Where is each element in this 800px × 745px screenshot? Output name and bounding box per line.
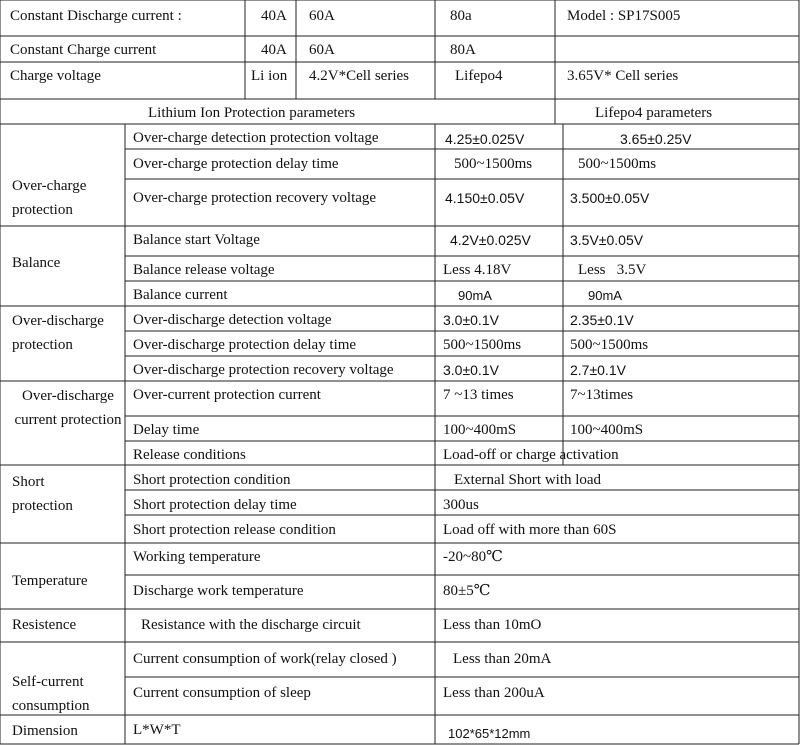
li-value: 3.0±0.1V [443,312,499,328]
charge-voltage-label: Charge voltage [10,68,101,84]
lifepo4-label: Lifepo4 [455,68,503,84]
li-value: 500~1500ms [454,156,533,172]
shared-value: 102*65*12mm [448,726,531,741]
param-label: Balance start Voltage [133,232,260,248]
lfp-value: 500~1500ms [570,337,649,353]
discharge-current-80: 80a [450,8,472,24]
li-value: 4.2V±0.025V [450,232,531,248]
param-label: Working temperature [133,549,261,565]
shared-value: Less than 200uA [443,685,545,701]
shared-value: External Short with load [454,472,602,488]
param-label: Short protection delay time [133,497,297,513]
shared-value: Load off with more than 60S [443,522,617,538]
lfp-value: 2.7±0.1V [570,362,626,378]
charge-current-80: 80A [450,42,476,58]
lfp-value: 7~13times [570,387,634,403]
param-label: Delay time [133,422,200,438]
param-label: Over-discharge protection recovery voltage [133,362,394,378]
param-label: Over-discharge detection voltage [133,312,332,328]
lfp-value: 500~1500ms [578,156,657,172]
discharge-current-60: 60A [309,8,335,24]
charge-current-60: 60A [309,42,335,58]
group-selfcurrent: Self-current consumption [12,674,90,714]
li-value: 3.0±0.1V [443,362,499,378]
param-label: L*W*T [133,722,181,738]
param-label: Balance release voltage [133,262,275,278]
li-ion-label: Li ion [251,68,288,84]
param-label: Over-discharge protection delay time [133,337,357,353]
group-overcharge: Over-charge protection [12,178,87,218]
shared-value: -20~80℃ [443,549,503,565]
param-label: Release conditions [133,447,246,463]
param-label: Over-charge protection recovery voltage [133,190,377,206]
group-short: Short protection [12,474,73,514]
group-overdischarge: Over-discharge protection [12,313,104,353]
param-label: Over-current protection current [133,387,321,403]
group-overcurrent: Over-discharge current protection [14,388,122,428]
param-label: Over-charge detection protection voltage [133,130,379,146]
li-value: 7 ~13 times [443,387,514,403]
shared-value: Less than 10mO [443,617,542,633]
li-value: 4.25±0.025V [445,131,525,147]
lithium-params-header: Lithium Ion Protection parameters [148,105,356,121]
shared-value: 300us [443,497,479,513]
model-number: Model : SP17S005 [567,8,681,24]
lfp-value: 3.65±0.25V [620,131,692,147]
param-label: Short protection release condition [133,522,336,538]
li-value: 90mA [458,288,492,303]
lfp-value: 3.500±0.05V [570,190,650,206]
lfp-value: 90mA [588,288,622,303]
group-resistence: Resistence [12,617,77,633]
shared-value: Load-off or charge activation [443,447,619,463]
group-balance: Balance [12,255,61,271]
charge-current-40: 40A [261,42,287,58]
lfp-value: 100~400mS [570,422,644,438]
shared-value: 80±5℃ [443,583,491,599]
charge-current-label: Constant Charge current [10,42,157,58]
lfp-value: 3.5V±0.05V [570,232,644,248]
param-label: Discharge work temperature [133,583,304,599]
group-temperature: Temperature [12,573,88,589]
group-dimension: Dimension [12,723,78,739]
li-value: 500~1500ms [443,337,522,353]
param-label: Current consumption of sleep [133,685,311,701]
discharge-current-40: 40A [261,8,287,24]
param-label: Resistance with the discharge circuit [141,617,361,633]
param-label: Short protection condition [133,472,291,488]
param-label: Over-charge protection delay time [133,156,339,172]
li-value: 100~400mS [443,422,517,438]
param-label: Current consumption of work(relay closed ) [133,651,397,667]
lfp-value: 2.35±0.1V [570,312,634,328]
li-ion-voltage: 4.2V*Cell series [309,68,409,84]
shared-value: Less than 20mA [453,651,552,667]
lfp-value: Less 3.5V [578,262,647,278]
lifepo4-params-header: Lifepo4 parameters [595,105,713,121]
li-value: 4.150±0.05V [445,190,525,206]
param-label: Balance current [133,287,228,303]
li-value: Less 4.18V [443,262,512,278]
lifepo4-voltage: 3.65V* Cell series [567,68,679,84]
discharge-current-label: Constant Discharge current : [10,8,182,24]
